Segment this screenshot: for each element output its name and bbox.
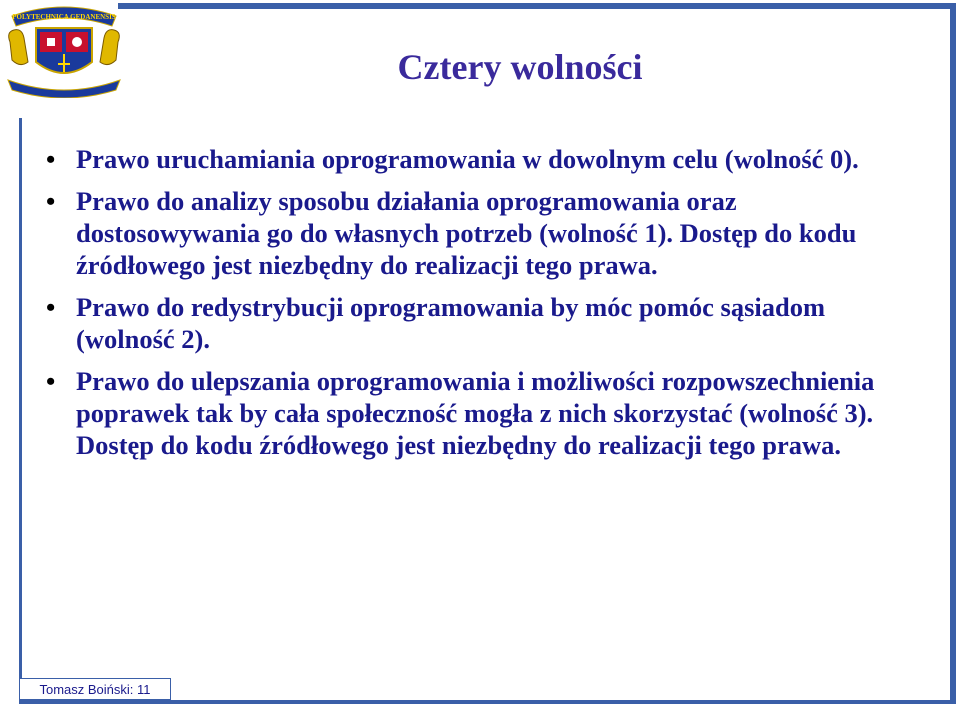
logo-text: POLYTECHNICA GEDANENSIS: [12, 13, 116, 21]
bullet-text: Prawo do ulepszania oprogramowania i możliwości rozpowszechnienia poprawek tak by cała społeczność mogła z nich skorzystać (wolność 3). Dostęp do kodu źródłowego jest niezbędny do realizacji tego prawa.: [76, 366, 875, 460]
bullet-dot: •: [46, 186, 56, 216]
bullet-list: [46, 143, 926, 471]
bottom-border: [19, 700, 956, 704]
bullet-text: Prawo do analizy sposobu działania oprogramowania oraz dostosowywania go do własnych potrzeb (wolność 1). Dostęp do kodu źródłowego jest niezbędny do realizacji tego prawa.: [76, 186, 857, 280]
bullet-item: [46, 185, 926, 281]
bullet-text: Prawo do redystrybucji oprogramowania by móc pomóc sąsiadom (wolność 2).: [76, 292, 826, 354]
bullet-dot: •: [46, 144, 56, 174]
bullet-dot: •: [46, 366, 56, 396]
bullet-item: [46, 143, 926, 175]
bullet-dot: •: [46, 292, 56, 322]
bullet-item: [46, 291, 926, 355]
right-border: [950, 3, 956, 703]
left-border: [19, 118, 22, 684]
slide-title: Cztery wolności: [397, 47, 643, 87]
bullet-text: Prawo uruchamiania oprogramowania w dowolnym celu (wolność 0).: [76, 144, 859, 174]
bullet-item: [46, 365, 926, 461]
footer-label: Tomasz Boiński: 11: [19, 678, 171, 700]
top-border: [118, 3, 956, 9]
